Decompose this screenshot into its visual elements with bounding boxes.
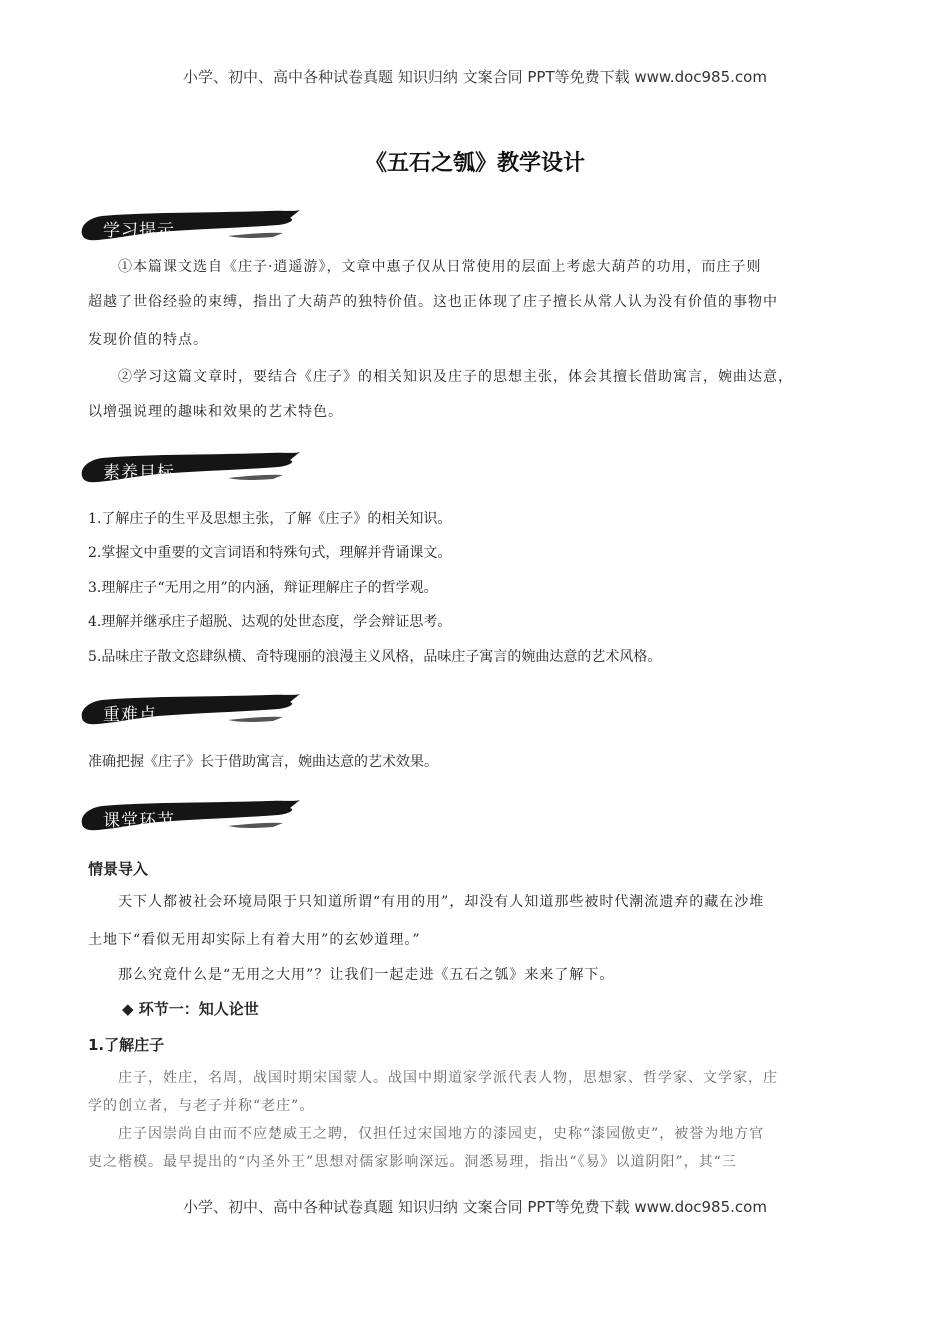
key-text: 准确把握《庄子》长于借助寓言，婉曲达意的艺术效果。 xyxy=(88,754,438,770)
goal-item-5: 5.品味庄子散文恣肆纵横、奇特瑰丽的浪漫主义风格，品味庄子寓言的婉曲达意的艺术风格。 xyxy=(88,649,662,665)
goal-item-3: 3.理解庄子“无用之用”的内涵，辩证理解庄子的哲学观。 xyxy=(88,580,438,596)
tips-paragraph-1-line3: 发现价值的特点。 xyxy=(88,332,208,348)
section-header-tips xyxy=(78,208,303,248)
tips-paragraph-2-line2: 以增强说理的趣味和效果的艺术特色。 xyxy=(88,404,343,420)
section-title: 课堂环节 xyxy=(103,811,175,831)
section-header-goals xyxy=(78,450,303,490)
section-header-key xyxy=(78,692,303,732)
bio-paragraph-1: 庄子，姓庄，名周，战国时期宋国蒙人。战国中期道家学派代表人物，思想家、哲学家、文学家，庄 xyxy=(118,1070,778,1086)
goal-item-2: 2.掌握文中重要的文言词语和特殊句式，理解并背诵课文。 xyxy=(88,545,452,561)
step-1-heading: ◆ 环节一：知人论世 xyxy=(122,1000,259,1018)
section-header-class xyxy=(78,798,303,838)
intro-heading: 情景导入 xyxy=(88,860,149,878)
section-title: 学习提示 xyxy=(103,221,175,241)
goal-item-4: 4.理解并继承庄子超脱、达观的处世态度，学会辩证思考。 xyxy=(88,614,452,630)
tips-paragraph-2: ②学习这篇文章时，要结合《庄子》的相关知识及庄子的思想主张，体会其擅长借助寓言，婉曲达意， xyxy=(118,369,793,385)
intro-line-2: 土地下“看似无用却实际上有着大用”的玄妙道理。” xyxy=(88,932,421,948)
header-banner: 小学、初中、高中各种试卷真题 知识归纳 文案合同 PPT等免费下载 www.doc985.com xyxy=(183,68,767,86)
bio-paragraph-1-line2: 学的创立者，与老子并称“老庄”。 xyxy=(88,1098,315,1114)
tips-paragraph-1: ①本篇课文选自《庄子·逍遥游》，文章中惠子仅从日常使用的层面上考虑大葫芦的功用，而庄子则 xyxy=(118,259,762,275)
section-title: 素养目标 xyxy=(103,463,175,483)
intro-line-1: 天下人都被社会环境局限于只知道所谓“有用的用”，却没有人知道那些被时代潮流遗弃的藏在沙堆 xyxy=(118,894,765,910)
intro-line-3: 那么究竟什么是“无用之大用”？让我们一起走进《五石之瓠》来来了解下。 xyxy=(118,967,615,983)
tips-paragraph-1-line2: 超越了世俗经验的束缚，指出了大葫芦的独特价值。这也正体现了庄子擅长从常人认为没有价值的事物中 xyxy=(88,294,778,310)
section-title: 重难点 xyxy=(103,705,157,725)
goal-item-1: 1.了解庄子的生平及思想主张，了解《庄子》的相关知识。 xyxy=(88,511,452,527)
subheading-zhuangzi: 1.了解庄子 xyxy=(88,1036,165,1054)
bio-paragraph-2-line2: 吏之楷模。最早提出的“内圣外王”思想对儒家影响深远。洞悉易理，指出“《易》以道阴阳”，其“三 xyxy=(88,1154,737,1170)
footer-banner: 小学、初中、高中各种试卷真题 知识归纳 文案合同 PPT等免费下载 www.doc985.com xyxy=(183,1198,767,1216)
page-title: 《五石之瓠》教学设计 xyxy=(364,151,585,176)
bio-paragraph-2: 庄子因崇尚自由而不应楚威王之聘，仅担任过宋国地方的漆园吏，史称“漆园傲吏”，被誉为地方官 xyxy=(118,1126,765,1142)
